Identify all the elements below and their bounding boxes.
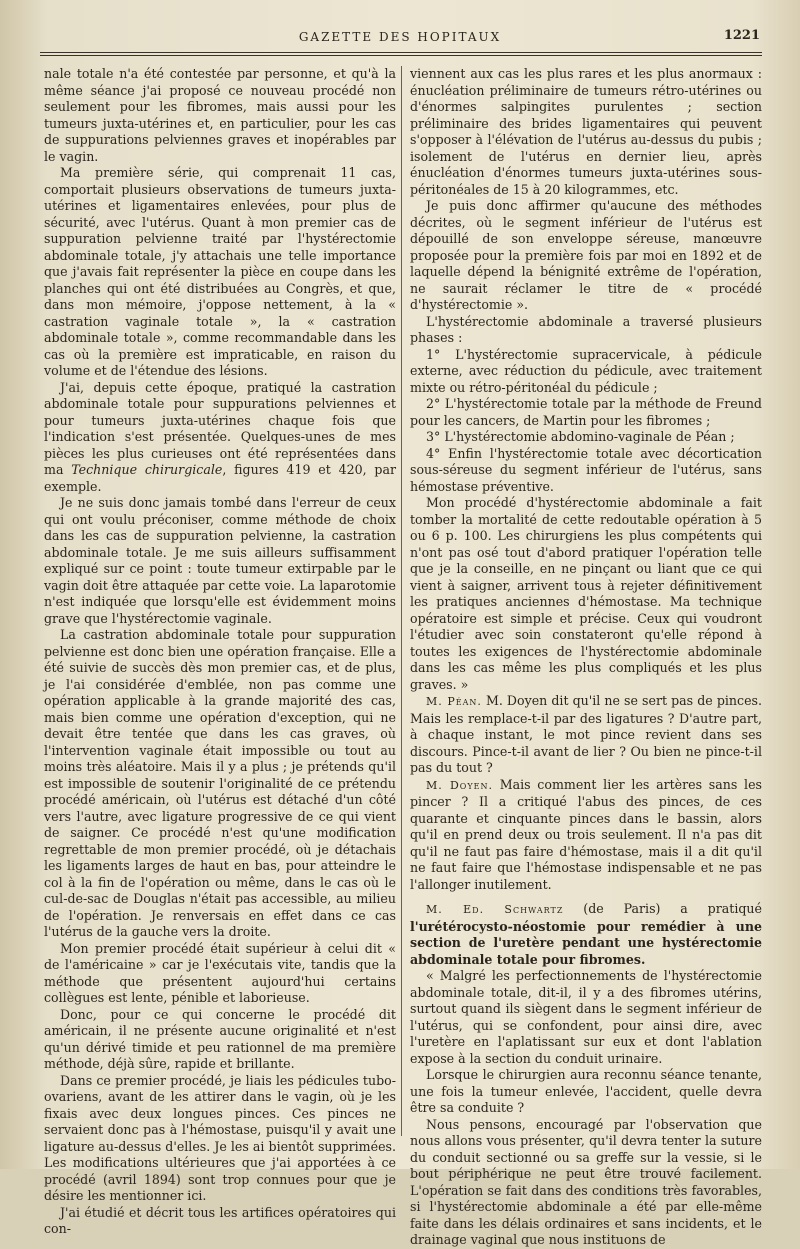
paragraph: Donc, pour ce qui concerne le procédé dit américain, il ne présente aucune originalité et n'est qu'un dérivé timide et peu rationnel de ma première méthode, déjà sûre, rapide et brillante. [44, 1006, 396, 1071]
paragraph: Nous pensons, encouragé par l'observation que nous allons vous présenter, qu'il devra tenter la suture du conduit sectionné ou sa greffe sur la vessie, si le bout périphérique ne peut être trouvé facilement. L'opération se fait dans des conditions très favorables, si l'hystérectomie abdominale a été par elle-même faite dans les délais ordinaires et sans incidents, et le drainage vaginal que nous instituons de [410, 1116, 762, 1247]
page-number: 1221 [723, 28, 760, 43]
paragraph: La castration abdominale totale pour suppuration pelvienne est donc bien une opération française. Elle a été suivie de succès dès mon premier cas, et de plus, je l'ai considérée d'emblée, non pas comme une opération applicable à la grande majorité des cas, mais bien comme une opération d'exception, qui ne devait être tentée que dans les cas graves, où l'intervention vaginale était impossible ou tout au moins très aléatoire. Mais il y a plus ; je prétends qu'il est impossible de soutenir l'originalité de ce prétendu procédé américain, où l'utérus est détaché d'un côté vers l'autre, avec ligature progressive de ce qui vient de saigner. Ce procédé n'est qu'une modification regrettable de mon premier procédé, où je détachais les ligaments larges de haut en bas, pour atteindre le col à la fin de l'opération ou même, dans le cas où le cul-de-sac de Douglas n'était pas accessible, au milieu de l'opération. Je renversais en effet dans ce cas l'utérus de la gauche vers la droite. [44, 627, 396, 939]
speaker-paragraph: M. Péan. M. Doyen dit qu'il ne se sert pas de pinces. Mais les remplace-t-il par des ligatures ? D'autre part, à chaque instant, le mot pince revient dans ses discours. Pince-t-il avant de lier ? Ou bien ne pince-t-il pas du tout ? [410, 693, 762, 775]
paragraph: Ma première série, qui comprenait 11 cas, comportait plusieurs observations de tumeurs juxta-utérines et ligamentaires enlevées, pour plus de sécurité, avec l'utérus. Quant à mon premier cas de suppuration pelvienne traité par l'hystérectomie abdominale totale, j'y attachais une telle importance que j'avais fait représenter la pièce en coupe dans les planches qui ont été distribuées au Congrès, et que, dans mon mémoire, j'oppose nettement, à la « castration vaginale totale », la « castration abdominale totale », comme recommandable dans les cas où la première est impraticable, en raison du volume et de l'étendue des lésions. [44, 165, 396, 378]
paragraph: Lorsque le chirurgien aura reconnu séance tenante, une fois la tumeur enlevée, l'accident, quelle devra être sa conduite ? [410, 1067, 762, 1115]
paragraph: viennent aux cas les plus rares et les plus anormaux : énucléation préliminaire de tumeurs rétro-utérines ou d'énormes salpingites purulentes ; section préliminaire des brides ligamentaires qui peuvent s'opposer à l'élévation de l'utérus au-dessus du pubis ; isolement de l'utérus en dernier lieu, après énucléation d'énormes tumeurs juxta-utérines sous-péritonéales de 15 à 20 kilogrammes, etc. [410, 66, 762, 197]
paragraph: « Malgré les perfectionnements de l'hystérectomie abdominale totale, dit-il, il y a des fibromes utérins, surtout quand ils siègent dans le segment inférieur de l'utérus, qui se confondent, pour ainsi dire, avec l'uretère en l'aplatissant sur eux et dont l'ablation expose à la section du conduit urinaire. [410, 968, 762, 1066]
section-title: l'urétérocysto-néostomie pour remédier à une section de l'uretère pendant une hystérectomie abdominale totale pour fibromes. [410, 918, 762, 967]
speaker-name: M. Doyen. [426, 778, 493, 792]
page-header [40, 28, 760, 48]
speaker-paragraph: M. Doyen. Mais comment lier les artères sans les pincer ? Il a critiqué l'abus des pinces, de ces quarante et cinquante pinces dans le bassin, alors qu'il en prend deux ou trois seulement. Il n'a pas dit qu'il ne faut pas faire d'hémostase, mais il a dit qu'il ne faut faire que l'hémostase indispensable et ne pas l'allonger inutilement. [410, 776, 762, 892]
left-column [44, 66, 396, 1236]
list-item: 2° L'hystérectomie totale par la méthode de Freund pour les cancers, de Martin pour les fibromes ; [410, 396, 762, 428]
list-item: 3° L'hystérectomie abdomino-vaginale de Péan ; [426, 429, 735, 444]
header-rule-bottom [40, 55, 762, 56]
list-item: 4° Enfin l'hystérectomie totale avec décortication sous-séreuse du segment inférieur de l'utérus, sans hémostase préventive. [410, 445, 762, 494]
paragraph: J'ai, depuis cette époque, pratiqué la castration abdominale totale pour suppurations pelviennes et pour tumeurs juxta-utérines chaque fois que l'indication s'est présentée. Quelques-unes de mes pièces les plus curieuses ont été représentées dans ma Technique chirurgicale, figures 419 et 420, par exemple. [44, 379, 396, 494]
paragraph: J'ai étudié et décrit tous les artifices opératoires qui con- [44, 1204, 396, 1236]
running-title: GAZETTE DES HOPITAUX [298, 30, 502, 44]
section-intro: M. Ed. Schwartz (de Paris) a pratiqué l'urétérocysto-néostomie pour remédier à une section de l'uretère pendant une hystérectomie abdominale totale pour fibromes. [410, 901, 762, 967]
paragraph: L'hystérectomie abdominale a traversé plusieurs phases : [410, 313, 762, 345]
list-item: 1° L'hystérectomie supracervicale, à pédicule externe, avec réduction du pédicule, avec traitement mixte ou rétro-péritonéal du pédicule ; [410, 346, 762, 395]
paragraph: Mon procédé d'hystérectomie abdominale a fait tomber la mortalité de cette redoutable opération à 5 ou 6 p. 100. Les chirurgiens les plus compétents qui n'ont pas osé tout d'abord pratiquer l'opération telle que je la conseille, en ne pinçant ou liant que ce qui vient à saigner, arrivent tous à rejeter définitivement les pratiques anciennes d'hémostase. Ma technique opératoire est simple et précise. Ceux qui voudront l'étudier avec soin constateront qu'elle répond à toutes les exigences de l'hystérectomie abdominale dans les cas même les plus compliqués et les plus graves. » [410, 495, 762, 692]
paragraph: Je puis donc affirmer qu'aucune des méthodes décrites, où le segment inférieur de l'utérus est dépouillé de son enveloppe séreuse, manœuvre proposée pour la première fois par moi en 1892 et de laquelle dépend la bénignité extrême de l'opération, ne saurait réclamer le titre de « procédé d'hystérectomie ». [410, 198, 762, 312]
speaker-name: M. Ed. Schwartz [426, 903, 564, 916]
paragraph: Dans ce premier procédé, je liais les pédicules tubo-ovariens, avant de les attirer dans le vagin, où je les fixais avec deux longues pinces. Ces pinces ne servaient donc pas à l'hémostase, puisqu'il y avait une ligature au-dessus d'elles. Je les ai bientôt supprimées. Les modifications ultérieures que j'ai apportées à ce procédé (avril 1894) sont trop connues pour que je désire les mentionner ici. [44, 1072, 396, 1203]
book-title: Technique chirurgicale [71, 462, 223, 477]
right-column [410, 66, 762, 1247]
column-divider [401, 66, 402, 1136]
speaker-name: M. Péan. [426, 695, 482, 708]
paragraph: Je ne suis donc jamais tombé dans l'erreur de ceux qui ont voulu préconiser, comme méthode de choix dans les cas de suppuration pelvienne, la castration abdominale totale. Je me suis ailleurs suffisamment expliqué sur ce point : toute tumeur extirpable par le vagin doit être attaquée par cette voie. La laparotomie n'est indiquée que lorsqu'elle est évidemment moins grave que l'hystérectomie vaginale. [44, 495, 396, 626]
header-rule-top [40, 52, 762, 53]
paragraph: Mon premier procédé était supérieur à celui dit « de l'américaine » car je l'exécutais vite, tandis que la méthode que présentent aujourd'hui certains collègues est lente, pénible et laborieuse. [44, 940, 396, 1005]
paragraph: nale totale n'a été contestée par personne, et qu'à la même séance j'ai proposé ce nouveau procédé non seulement pour les fibromes, mais aussi pour les tumeurs juxta-utérines et, en particulier, pour les cas de suppurations pelviennes graves et inopérables par le vagin. [44, 66, 396, 164]
